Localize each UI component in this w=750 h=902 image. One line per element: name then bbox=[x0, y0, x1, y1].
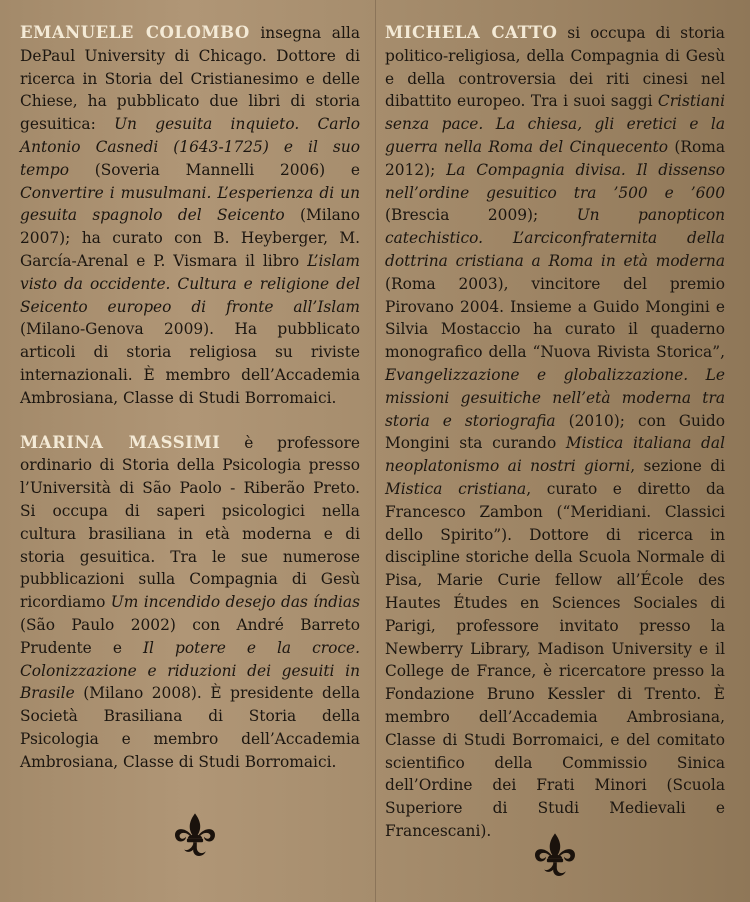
book-title: Mistica italiana dal neoplatonismo ai nostri giorni bbox=[385, 434, 726, 476]
bio-text: (Soveria Mannelli 2006) e bbox=[69, 160, 360, 179]
bio-text: (Milano 2008). È presidente della Società Brasiliana di Storia della Psicologia e membro dell’Accademia Ambrosiana, Classe di Studi Borromaici. bbox=[20, 684, 360, 771]
book-title: Um incendido desejo das índias bbox=[110, 593, 360, 612]
left-column bbox=[20, 22, 360, 796]
fleur-de-lis-icon bbox=[528, 828, 582, 882]
bio-text: insegna alla DePaul University di Chicago. Dottore di ricerca in Storia del Cristianesimo e delle Chiese, ha pubblicato due libri di storia gesuitica: bbox=[20, 24, 360, 134]
book-title: Un panopticon catechistico. L’arciconfraternita della dottrina cristiana a Roma in età moderna bbox=[385, 206, 725, 270]
book-title: Cristiani senza pace. La chiesa, gli eretici e la guerra nella Roma del Cinquecento bbox=[385, 92, 725, 156]
column-divider bbox=[375, 0, 376, 902]
bio-michela-catto bbox=[385, 22, 725, 843]
book-title: Convertire i musulmani. L’esperienza di un gesuita spagnolo del Seicento bbox=[20, 183, 360, 225]
bio-text: (Roma 2012); bbox=[385, 137, 726, 179]
book-title: Mistica cristiana bbox=[385, 479, 527, 498]
bio-text: (Brescia 2009); bbox=[385, 206, 577, 225]
bio-text: (São Paulo 2002) con André Barreto Prudente e bbox=[20, 615, 360, 657]
bio-text: è professore ordinario di Storia della Psicologia presso l’Università di São Paolo - Riberão Preto. Si occupa di saperi psicologici nella cultura brasiliana in età moderna e di storia gesuitica. Tra le sue numerose pubblicazioni sulla Compagnia di Gesù ricordiamo bbox=[20, 433, 360, 612]
bio-text: si occupa di storia politico-religiosa, della Compagnia di Gesù e della controversia dei riti cinesi nel dibattito europeo. Tra i suoi saggi bbox=[385, 24, 725, 111]
bio-emanuele-colombo bbox=[20, 22, 360, 410]
book-title: L’islam visto da occidente. Cultura e religione del Seicento europeo di fronte all’Islam bbox=[20, 251, 360, 316]
book-title: Evangelizzazione e globalizzazione. Le missioni gesuitiche nell’età moderna tra storia e storiografia bbox=[385, 365, 725, 430]
book-title: Il potere e la croce. Colonizzazione e riduzioni dei gesuiti in Brasile bbox=[20, 638, 360, 703]
bio-marina-massimi bbox=[20, 432, 360, 774]
bio-text: (Milano-Genova 2009). Ha pubblicato articoli di storia religiosa su riviste internazionali. È membro dell’Accademia Ambrosiana, Classe di Studi Borromaici. bbox=[20, 320, 360, 407]
book-title: Un gesuita inquieto. Carlo Antonio Casnedi (1643-1725) e il suo tempo bbox=[20, 115, 360, 179]
book-title: La Compagnia divisa. Il dissenso nell’ordine gesuitico tra ’500 e ’600 bbox=[385, 160, 725, 202]
bio-text: (Roma 2003), vincitore del premio Pirovano 2004. Insieme a Guido Mongini e Silvia Mostaccio ha curato il quaderno monografico della “Nuova Rivista Storica”, bbox=[385, 274, 725, 362]
bio-text: , curato e diretto da Francesco Zambon (“Meridiani. Classici dello Spirito”). Dottore di ricerca in discipline storiche della Scuola Normale di Pisa, Marie Curie fellow all’École des Hautes Études en Sciences Sociales di Parigi, professore invitato presso la Newberry Library, Madison University e il College de France, è ricercatore presso la Fondazione Bruno Kessler di Trento. È membro dell’Accademia Ambrosiana, Classe di Studi Borromaici, e del comitato scientifico della Commissio Sinica dell’Ordine dei Frati Minori (Scuola Superiore di Studi Medievali e Francescani). bbox=[385, 479, 725, 840]
author-name: MARINA MASSIMI bbox=[20, 432, 221, 452]
fleur-de-lis-icon bbox=[168, 808, 222, 862]
author-name: EMANUELE COLOMBO bbox=[20, 23, 250, 42]
bio-text: (2010); con Guido Mongini sta curando bbox=[385, 411, 725, 453]
author-name: MICHELA CATTO bbox=[385, 23, 558, 42]
right-column bbox=[385, 22, 725, 865]
bio-text: , sezione di bbox=[630, 457, 725, 476]
bio-text: (Milano 2007); ha curato con B. Heyberger, M. García-Arenal e P. Vismara il libro bbox=[20, 206, 360, 270]
